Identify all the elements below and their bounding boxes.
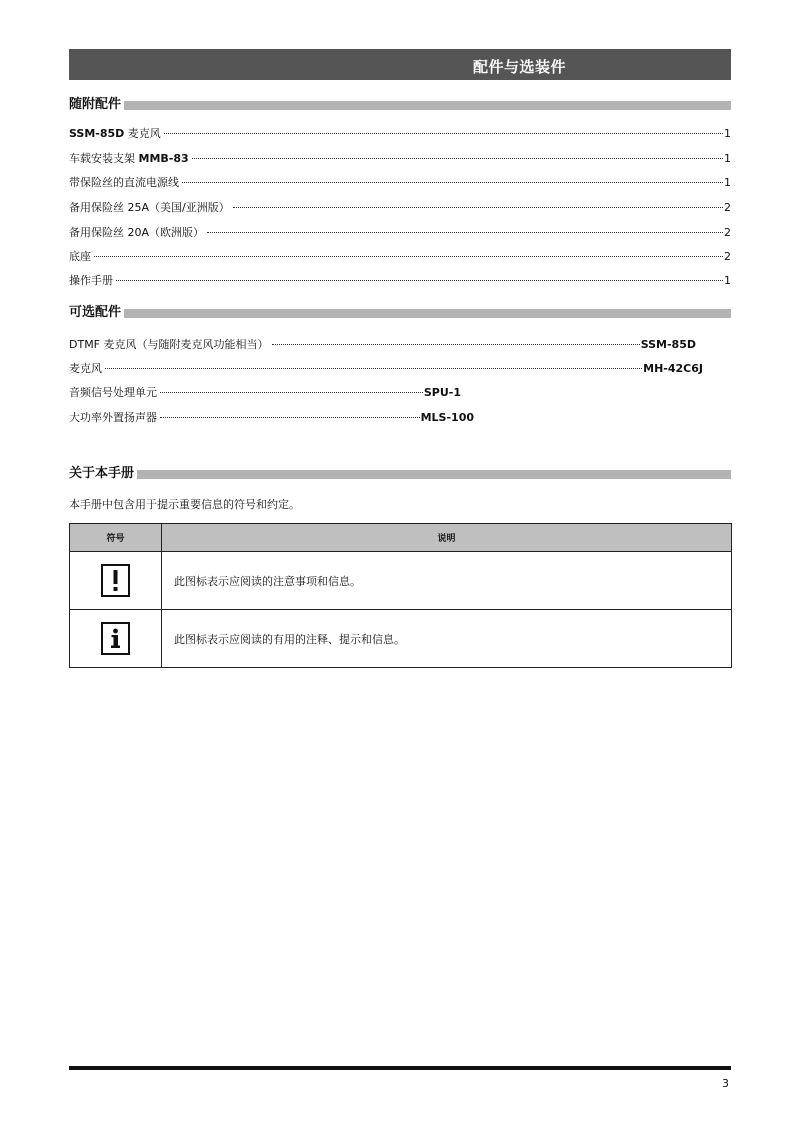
table-header-row [70, 524, 732, 552]
item-quantity: 2 [724, 250, 731, 263]
optional-item [69, 385, 461, 401]
dot-leader [116, 280, 723, 281]
dot-leader [272, 344, 640, 345]
item-model: MH-42C6J [643, 362, 703, 375]
dot-leader [192, 158, 723, 159]
section-rule [69, 470, 731, 479]
section-rule [69, 101, 731, 110]
table-row [70, 610, 732, 668]
item-quantity: 1 [724, 127, 731, 140]
dot-leader [182, 182, 723, 183]
included-item: 底座 2 [69, 250, 731, 263]
dot-leader [160, 417, 420, 418]
included-item: 备用保险丝 20A（欧洲版） 2 [69, 226, 731, 239]
info-icon [101, 622, 130, 655]
item-quantity: 2 [724, 201, 731, 214]
optional-item [69, 337, 696, 353]
included-item: 带保险丝的直流电源线 1 [69, 176, 731, 189]
optional-item [69, 410, 474, 426]
item-name: 麦克风 [69, 362, 102, 375]
item-name: 音频信号处理单元 [69, 386, 157, 399]
item-name: DTMF 麦克风（与随附麦克风功能相当） [69, 338, 269, 351]
section-title: 关于本手册 [69, 465, 137, 483]
section-optional-accessories [69, 304, 731, 322]
symbol-table [69, 523, 732, 668]
manual-intro: 本手册中包含用于提示重要信息的符号和约定。 [69, 498, 300, 511]
column-header-description: 说明 [162, 524, 732, 552]
section-about-manual [69, 465, 731, 483]
column-header-symbol: 符号 [70, 524, 162, 552]
item-model: MLS-100 [420, 411, 474, 424]
included-item: SSM-85D 麦克风 1 [69, 127, 731, 140]
item-quantity: 1 [724, 176, 731, 189]
table-row [70, 552, 732, 610]
dot-leader [207, 232, 723, 233]
symbol-cell [70, 610, 162, 668]
dot-leader [233, 207, 723, 208]
item-quantity: 1 [724, 274, 731, 287]
page-header [69, 49, 731, 80]
item-quantity: 1 [724, 152, 731, 165]
included-item: 备用保险丝 25A（美国/亚洲版） 2 [69, 201, 731, 214]
exclamation-icon [101, 564, 130, 597]
footer-rule [69, 1066, 731, 1070]
section-title: 随附配件 [69, 96, 124, 114]
section-rule [69, 309, 731, 318]
page-number: 3 [722, 1077, 729, 1090]
symbol-description: 此图标表示应阅读的有用的注释、提示和信息。 [162, 610, 732, 668]
optional-item [69, 361, 703, 377]
dot-leader [105, 368, 642, 369]
included-item: 操作手册 1 [69, 274, 731, 287]
symbol-cell [70, 552, 162, 610]
section-title: 可选配件 [69, 304, 124, 322]
item-name: 大功率外置扬声器 [69, 411, 157, 424]
page-title: 配件与选装件 [473, 58, 567, 76]
item-quantity: 2 [724, 226, 731, 239]
item-model: SPU-1 [423, 386, 461, 399]
symbol-description: 此图标表示应阅读的注意事项和信息。 [162, 552, 732, 610]
dot-leader [94, 256, 723, 257]
section-included-accessories [69, 96, 731, 114]
dot-leader [164, 133, 723, 134]
dot-leader [160, 392, 423, 393]
item-model: SSM-85D [640, 338, 696, 351]
included-item: 车载安装支架 MMB-83 1 [69, 152, 731, 165]
